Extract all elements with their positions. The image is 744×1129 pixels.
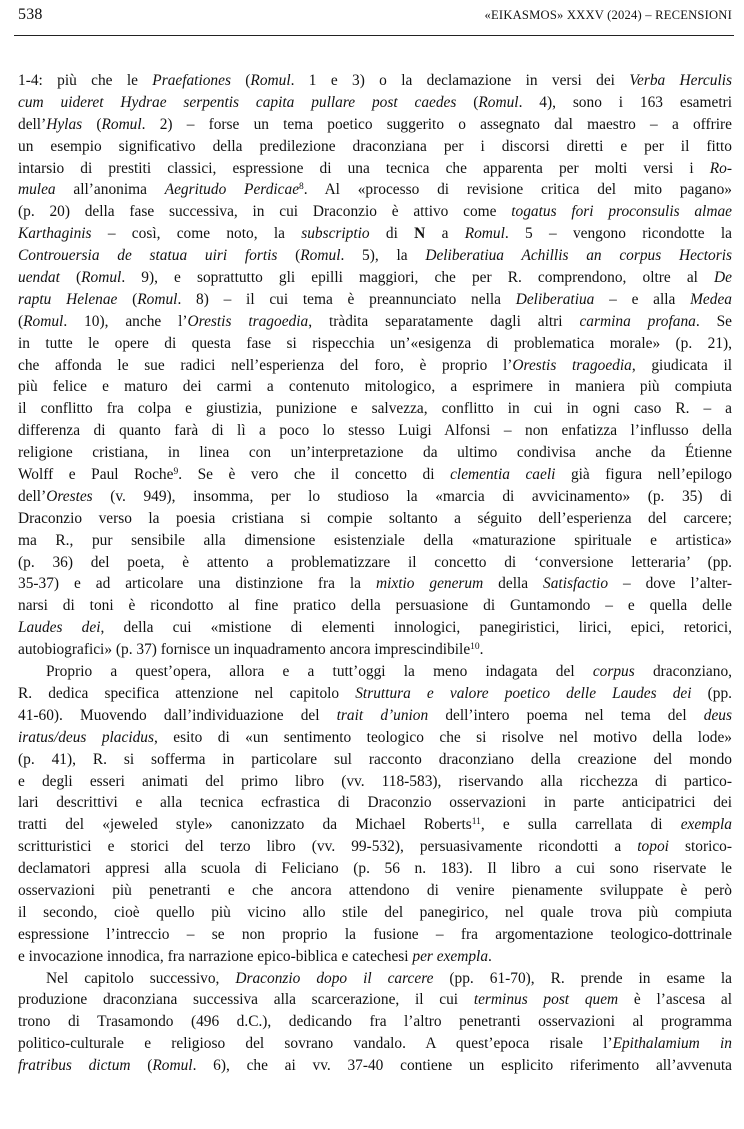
italic-span: Ro-: [709, 159, 732, 177]
text-span: – dove l’alter-: [608, 575, 732, 593]
text-span: R. dedica specifica attenzione nel capitolo: [18, 684, 356, 702]
italic-span: Romul: [478, 93, 519, 111]
footnote-marker: 9: [173, 467, 179, 478]
text-line: [18, 223, 732, 245]
text-span: 35-37) e ad articolare una distinzione fra la: [18, 575, 376, 593]
text-line: [18, 92, 732, 114]
text-span: ma R., pur sensibile alla dimensione esistenziale della «maturazione spirituale e artistica»: [18, 531, 732, 549]
text-span: più felice e maturo dei carmi a contenuto mitologico, a esprimere in maniera più compiuta: [18, 378, 732, 396]
italic-span: iratus/deus placidus: [18, 728, 154, 746]
italic-span: Romul: [81, 269, 122, 287]
italic-span: Romul: [23, 312, 64, 330]
text-span: dell’intero poema nel tema del: [428, 706, 704, 724]
text-line: [18, 486, 732, 508]
text-span: . 4), sono i 163 esametri: [518, 93, 732, 111]
text-span: in tutte le opere di questa fase si rispecchia un’«esigenza di problematica morale» (p. 21),: [18, 334, 732, 352]
text-line: [18, 727, 732, 749]
text-span: (pp.: [691, 684, 732, 702]
italic-span: trait d’union: [336, 706, 429, 724]
text-span: (: [82, 115, 102, 133]
text-line: [18, 573, 732, 595]
text-span: è l’ascesa al: [618, 991, 732, 1009]
text-span: .: [488, 947, 492, 965]
text-span: , tràdita separatamente dagli altri: [308, 312, 580, 330]
text-span: a: [425, 225, 465, 243]
italic-span: Controuersia de statua uiri fortis: [18, 247, 278, 265]
footnote-marker: 10: [470, 642, 480, 653]
text-span: Nel capitolo successivo,: [46, 969, 236, 987]
text-line: [18, 946, 732, 968]
page-number: 538: [18, 6, 43, 23]
text-span: (: [277, 247, 301, 265]
text-line: [18, 201, 732, 223]
text-span: un esempio significativo della predilezione draconziana per i discorsi diretti e per il fitto: [18, 137, 732, 155]
text-line: [18, 858, 732, 880]
italic-span: Romul: [300, 247, 341, 265]
text-line: [18, 792, 732, 814]
text-line: [18, 311, 732, 333]
italic-span: Romul: [137, 290, 178, 308]
text-line: [18, 530, 732, 552]
text-line: [18, 355, 732, 377]
italic-span: Hylas: [46, 115, 83, 133]
text-span: . 9), e soprattutto gli epilli maggiori, che per R. comprendono, oltre al: [121, 269, 715, 287]
text-line: [18, 179, 732, 201]
italic-span: Orestis tragoedia: [512, 356, 632, 374]
text-span: produzione draconziana successiva alla scarcerazione, il cui: [18, 991, 474, 1009]
text-span: dell’: [18, 487, 47, 505]
text-span: , e sulla carrellata di: [480, 816, 681, 834]
manuscript-siglum: N: [414, 225, 426, 243]
italic-span: Aegritudo Perdicae: [164, 181, 300, 199]
italic-span: Orestis tragoedia: [187, 312, 309, 330]
text-span: narsi di toni è ricondotto al fine pratico della persuasione di Guntamondo – e quella delle: [18, 597, 732, 615]
text-line: [18, 968, 732, 990]
text-span: . Al «processo di revisione critica del mito pagano»: [303, 181, 732, 199]
text-line: [18, 158, 732, 180]
text-span: (p. 41), R. si sofferma in particolare sul racconto draconziano della creazione del mondo: [18, 750, 732, 768]
text-line: [18, 333, 732, 355]
text-span: . 1 e 3) o la declamazione in versi dei: [290, 72, 630, 89]
text-span: autobiografici» (p. 37) fornisce un inquadramento ancora imprescindibile: [18, 641, 471, 659]
text-line: [18, 989, 732, 1011]
text-span: . 10), anche l’: [63, 312, 188, 330]
italic-span: Deliberatiua: [515, 290, 595, 308]
text-span: lari descrittivi e alla tecnica ecfrastica di Draconzio osservazioni in parte anticipatrici dei: [18, 794, 732, 812]
text-span: (p. 36) del poeta, è attento a problematizzare il concetto di ‘conversione letteraria’ (pp.: [18, 553, 732, 571]
text-span: che affonda le sue radici nell’esperienza del foro, è proprio l’: [18, 356, 513, 374]
text-span: (: [230, 72, 251, 89]
text-line: [18, 1033, 732, 1055]
text-span: (p. 20) della fase successiva, in cui Draconzio è attivo come: [18, 203, 512, 221]
running-head: «EIKASMOS» XXXV (2024) – RECENSIONI: [484, 8, 732, 22]
text-line: [18, 814, 732, 836]
italic-span: Struttura e valore poetico delle Laudes dei: [355, 684, 692, 702]
text-span: – e alla: [594, 290, 691, 308]
text-span: religione cristiana, in linea con un’interpretazione da ultimo condivisa anche da Étienne: [18, 444, 732, 462]
text-line: [18, 683, 732, 705]
text-span: (: [456, 93, 479, 111]
italic-span: Praefationes: [152, 72, 231, 89]
text-span: e invocazione innodica, fra narrazione epico-biblica e catechesi: [18, 947, 413, 965]
text-line: [18, 376, 732, 398]
italic-span: topoi: [637, 838, 669, 856]
italic-span: subscriptio: [301, 225, 370, 243]
italic-span: carmina profana: [579, 312, 696, 330]
text-span: . Se: [695, 312, 732, 330]
italic-span: clementia caeli: [450, 466, 556, 484]
text-span: della: [483, 575, 544, 593]
text-span: (: [59, 269, 82, 287]
footnote-marker: 8: [299, 182, 304, 193]
text-line: [18, 245, 732, 267]
text-line: [18, 661, 732, 683]
text-span: . 6), che ai vv. 37-40 contiene un esplicito riferimento all’avvenuta: [192, 1057, 732, 1075]
italic-span: Medea: [690, 290, 732, 308]
footnote-marker: 11: [471, 817, 481, 828]
italic-span: terminus post quem: [473, 991, 619, 1009]
text-line: [18, 749, 732, 771]
italic-span: Orestes: [46, 487, 93, 505]
text-span: , della cui «mistione di elementi innologici, panegiristici, lirici, epici, retorici,: [100, 619, 732, 637]
italic-span: Karthaginis: [18, 225, 92, 243]
italic-span: Romul: [464, 225, 505, 243]
text-span: politico-culturale e religioso del sovrano vandalo. A quest’epoca risale l’: [18, 1035, 613, 1053]
italic-span: mixtio generum: [375, 575, 484, 593]
text-line: [18, 114, 732, 136]
italic-span: Draconzio dopo il carcere: [235, 969, 434, 987]
text-span: – così, come noto, la: [91, 225, 302, 243]
text-span: (: [18, 312, 24, 330]
text-line: [18, 880, 732, 902]
text-span: (v. 949), insomma, per lo studioso la «marcia di avvicinamento» (p. 35) di: [92, 487, 732, 505]
text-line: [18, 1055, 732, 1077]
body-text: [18, 70, 732, 1077]
text-line: [18, 552, 732, 574]
text-span: all’anonima: [55, 181, 165, 199]
text-span: . Se è vero che il concetto di: [178, 466, 451, 484]
text-span: espressione l’intreccio – se non proprio la fusione – fra argomentazione teologico-dottrinale: [18, 925, 732, 943]
text-span: intarsio di prestiti classici, espressione di una tecnica che apparenta per molti versi i: [18, 159, 710, 177]
italic-span: per exempla: [412, 947, 489, 965]
text-line: [18, 289, 732, 311]
italic-span: corpus: [592, 663, 635, 681]
text-span: .: [479, 641, 484, 659]
text-span: , giudicata il: [631, 356, 732, 374]
text-span: già figura nell’epilogo: [555, 466, 732, 484]
italic-span: raptu Helenae: [18, 290, 118, 308]
text-line: [18, 705, 732, 727]
italic-span: togatus fori proconsulis almae: [511, 203, 732, 221]
text-span: . 5), la: [340, 247, 426, 265]
text-span: (: [117, 290, 138, 308]
italic-span: cum uideret Hydrae serpentis capita pullare post caedes: [18, 93, 457, 111]
italic-span: Romul: [250, 72, 291, 89]
text-line: [18, 136, 732, 158]
text-span: Proprio a quest’opera, allora e a tutt’oggi la meno indagata del: [46, 663, 593, 681]
text-span: osservazioni più penetranti e che ancora attendono di venire pienamente sviluppate è però: [18, 881, 732, 899]
text-line: [18, 70, 732, 92]
text-span: (: [130, 1057, 153, 1075]
text-line: [18, 617, 732, 639]
italic-span: mulea: [18, 181, 56, 199]
header-rule: [14, 35, 734, 36]
text-line: [18, 771, 732, 793]
italic-span: uendat: [18, 269, 60, 287]
text-span: Draconzio verso la poesia cristiana si compie soltanto a séguito dell’esperienza del carcere;: [18, 509, 732, 527]
italic-span: Epithalamium in: [612, 1035, 732, 1053]
text-span: storico-: [668, 838, 732, 856]
text-line: [18, 1011, 732, 1033]
italic-span: fratribus dictum: [18, 1057, 131, 1075]
text-line: [18, 595, 732, 617]
text-line: [18, 836, 732, 858]
text-line: [18, 924, 732, 946]
page-header: [18, 6, 732, 30]
text-line: [18, 420, 732, 442]
text-span: tratti del «jeweled style» canonizzato da Michael Roberts: [18, 816, 472, 834]
text-line: [18, 398, 732, 420]
text-span: . 8) – il cui tema è preannunciato nella: [177, 290, 516, 308]
text-line: [18, 442, 732, 464]
text-span: (pp. 61-70), R. prende in esame la: [433, 969, 732, 987]
text-span: il secondo, cioè quello più vicino allo stile del panegirico, nel quale trova più compiuta: [18, 903, 732, 921]
italic-span: Satisfactio: [543, 575, 609, 593]
italic-span: De: [714, 269, 732, 287]
text-line: [18, 508, 732, 530]
text-span: scritturistici e storici del terzo libro (vv. 99-532), persuasivamente ricondotti a: [18, 838, 638, 856]
text-span: e degli esseri animati del primo libro (vv. 118-583), riservando alla ricchezza di partico-: [18, 772, 732, 790]
italic-span: exempla: [680, 816, 732, 834]
text-span: 41-60). Muovendo dall’individuazione del: [18, 706, 337, 724]
text-span: draconziano,: [634, 663, 732, 681]
text-span: 1-4: più che le: [18, 72, 153, 89]
text-span: dell’: [18, 115, 47, 133]
text-line: [18, 267, 732, 289]
text-line: [18, 639, 732, 661]
italic-span: Deliberatiua Achillis an corpus Hectoris: [425, 247, 732, 265]
text-span: Wolff e Paul Roche: [18, 466, 174, 484]
text-span: . 2) – forse un tema poetico suggerito o assegnato dal maestro – a offrire: [141, 115, 732, 133]
text-span: il conflitto fra colpa e giustizia, punizione e salvezza, conflitto in cui in ogni caso R. – a: [18, 400, 732, 418]
text-span: trono di Trasamondo (496 d.C.), dedicando fra l’altro penetranti osservazioni al programma: [18, 1013, 732, 1031]
text-span: , esito di «un sentimento teologico che si risolve nel motivo della lode»: [154, 728, 732, 746]
italic-span: Romul: [152, 1057, 193, 1075]
italic-span: Romul: [101, 115, 142, 133]
text-line: [18, 464, 732, 486]
text-span: di: [369, 225, 415, 243]
italic-span: deus: [703, 706, 732, 724]
italic-span: Verba Herculis: [629, 72, 732, 89]
text-line: [18, 902, 732, 924]
text-span: differenza di quanto farà di lì a poco lo stesso Luigi Alfonsi – non enfatizza l’influsso della: [18, 422, 732, 440]
italic-span: Laudes dei: [18, 619, 101, 637]
text-span: . 5 – vengono ricondotte la: [504, 225, 732, 243]
text-span: declamatori appresi alla scuola di Feliciano (p. 56 n. 183). Il libro a cui sono riservate le: [18, 860, 732, 878]
